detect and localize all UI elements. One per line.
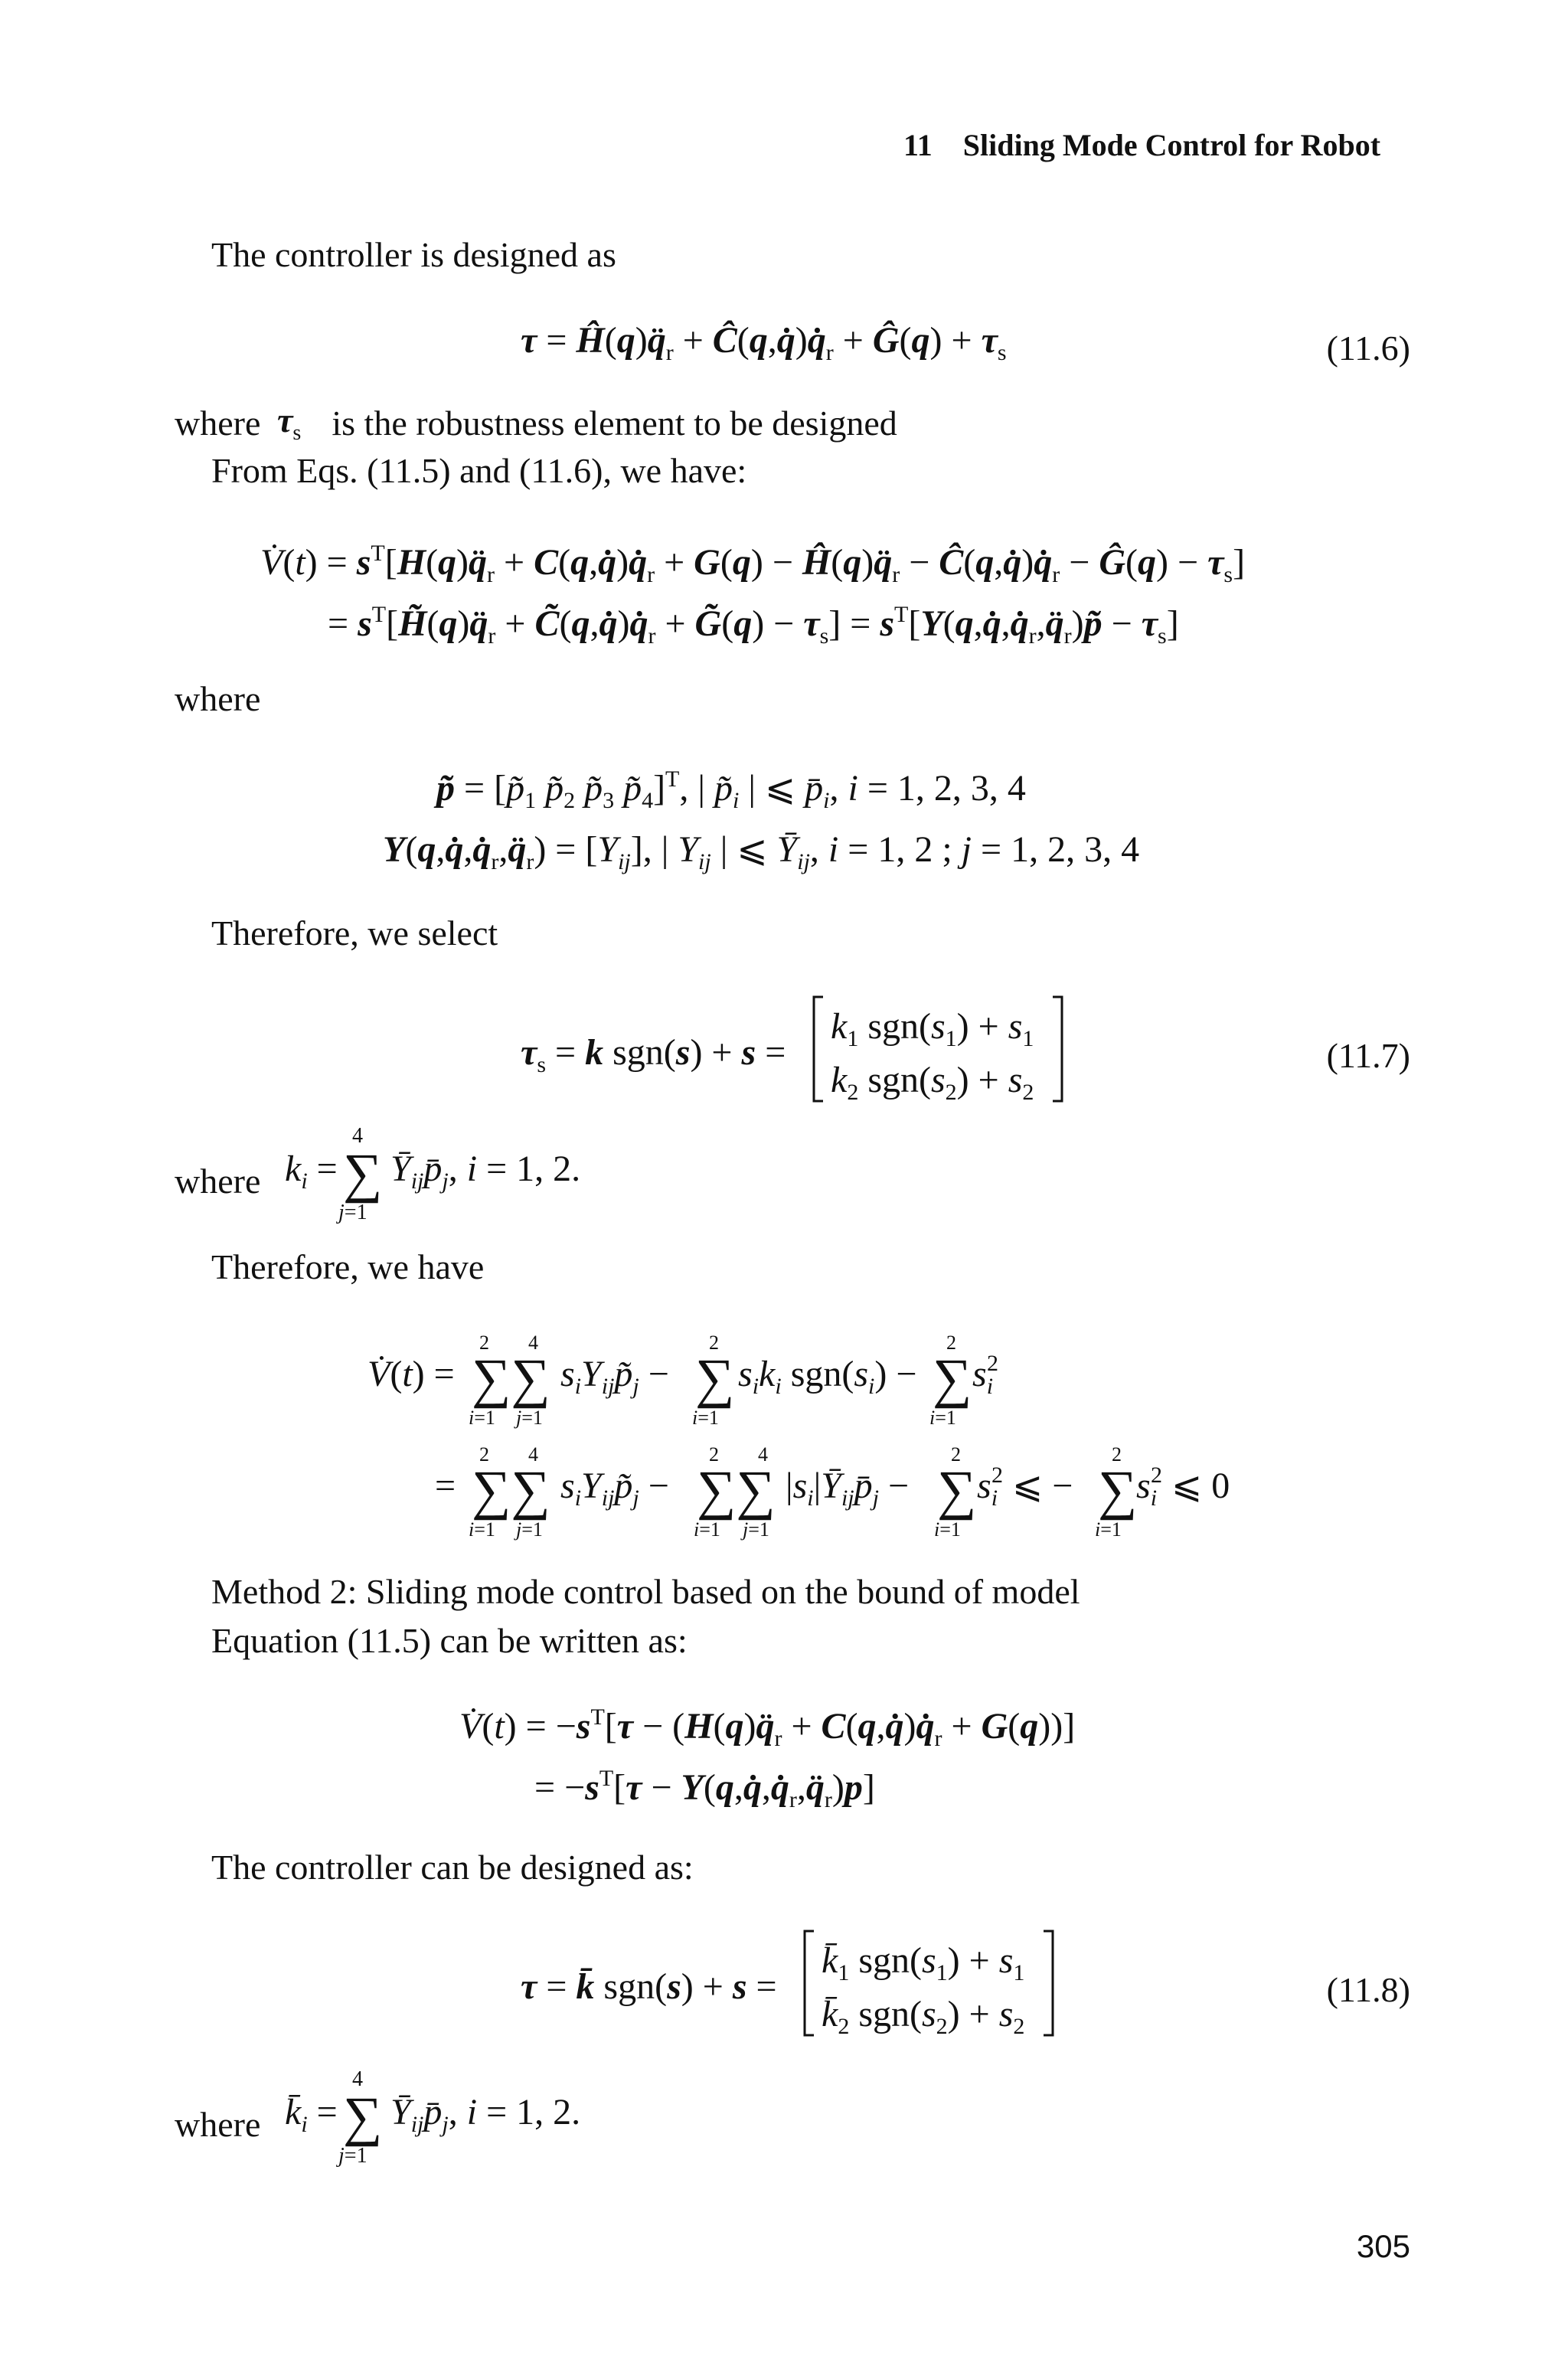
svg-text:|si|Ȳijp̄j −: $|s_i|Ȳ_{ij}p̄_j$ − [786, 1466, 910, 1511]
paragraph-where-ki: where [175, 1162, 261, 1201]
equation-11-8 [521, 1922, 1102, 2052]
svg-text:2: 2 [479, 1443, 489, 1466]
svg-text:k1 sgn(s1) + s1: $k_1$ $sgn(s_1) + s_1$ [831, 1006, 1034, 1051]
svg-text:siki sgn(si) −: $s_ik_i$ $sgn(s_i)$ − [738, 1354, 917, 1399]
paragraph-method-2: Method 2: Sliding mode control based on the bound of model [211, 1572, 1080, 1611]
svg-text:i=1: i=1 [692, 1407, 719, 1429]
running-header [903, 127, 1380, 163]
svg-text:j=1: j=1 [338, 1201, 368, 1224]
equation-number-11-7: (11.7) [1326, 1036, 1410, 1075]
svg-text:p̃ = [p̃1 p̃2 p̃3 p̃4]T,: p̃ = [$p̃_1$ $p̃_2$ $p̃_3$ $p̃_4]^T$, | $p̃_i$ | ⩽ $p̄_i$, i = 1, 2, 3, 4 [436, 766, 1026, 813]
svg-text:2: 2 [946, 1332, 956, 1354]
svg-text:= sT[H̃(q)q̈r + C̃(q,q̇)q̇r +: = $s^T[H̃(q)q̈_r$ + $C̃(q,q̇)q̇_r$ + G̃(q) − $\tau_s$] = $s^T[Y(q,q̇,q̇_r,q̈_r)p̃ - \tau_s]$ [328, 602, 1179, 649]
svg-text:i=1: i=1 [469, 1407, 495, 1429]
equation-vdot-inequality [368, 1317, 1256, 1547]
svg-text:τ = k̄ sgn(s) + s =: τ = k̄ sgn(s) + s = [521, 1966, 777, 2007]
svg-text:k̄1 sgn(s1) + s1: $k̄_1$ $sgn(s_1) + s_1$ [822, 1940, 1025, 1985]
svg-text:∑: ∑ [695, 1348, 735, 1409]
svg-text:2: 2 [951, 1443, 961, 1466]
equation-11-6 [521, 306, 1102, 375]
svg-text:k2 sgn(s2) + s2: $k_2$ $sgn(s_2) + s_2$ [831, 1060, 1034, 1105]
svg-text:j=1: j=1 [516, 1407, 543, 1429]
svg-text:V̇(t) = sT[H(q)q̈r + C(q,q̇)q̇: V̇(t) = $s^T[H(q)q̈_r$ + $C(q,q̇)q̇_r + G(q)$ − $Ĥ(q)q̈_r$ − $Ĉ(q,q̇)q̇_r$ − Ĝ(q) − $\tau_s$] [260, 541, 1246, 587]
svg-text:j=1: j=1 [743, 1518, 769, 1541]
paragraph-controller-can-be: The controller can be designed as: [211, 1848, 694, 1887]
svg-text:Y(q,q̇,q̇r,q̈r) = [Yij], | Yi: $Y(q,q̇,q̇_r,q̈_r) = [Y_{ij}]$, | $Y_{ij}$ | ⩽ $Ȳ_{ij}$, i = 1, 2 ; j = 1, 2, 3, 4 [383, 829, 1140, 874]
svg-text:2: 2 [709, 1332, 719, 1354]
svg-text:= −sT[τ − Y(q,q̇,q̇r,q̈r)p]: = $-s^T[\tau$ − $Y(q,q̇,q̇_r,q̈_r)p$] [534, 1766, 875, 1812]
robustness-text: is the robustness element to be designed [332, 404, 897, 443]
svg-text:∑: ∑ [343, 1142, 383, 1204]
svg-text:2: 2 [709, 1443, 719, 1466]
equation-ki-definition [276, 1126, 628, 1240]
svg-text:si2 ⩽ −: $s_i2$ ⩽ − [977, 1462, 1073, 1511]
svg-text:V̇(t) = −sT[τ − (H(q)q̈r + C(q: V̇(t) = $-s^T[\tau$ − ($H(q)q̈_r$ + $C(q,q̇)q̇_r + G(q)$)] [459, 1704, 1076, 1751]
page-number: 305 [1356, 2228, 1410, 2264]
svg-text:4: 4 [352, 2067, 363, 2091]
svg-text:i=1: i=1 [934, 1518, 961, 1541]
svg-text:∑: ∑ [933, 1348, 972, 1409]
equation-11-7 [521, 988, 1102, 1118]
svg-text:Ȳijp̄j, i = 1, 2.: $Ȳ_{ij}p̄_j$, i = 1, 2. [390, 1149, 581, 1194]
svg-text:siYijp̃j −: $s_iY_{ij}p̃_j$ − [560, 1354, 669, 1399]
chapter-number: 11 [903, 128, 933, 162]
equation-number-11-8: (11.8) [1326, 1970, 1410, 2009]
paragraph-therefore-have: Therefore, we have [211, 1247, 485, 1286]
svg-text:k̄2 sgn(s2) + s2: $k̄_2$ $sgn(s_2) + s_2$ [822, 1994, 1025, 2039]
svg-text:Ȳijp̄j, i = 1, 2.: $Ȳ_{ij}p̄_j$, i = 1, 2. [390, 2092, 581, 2137]
paragraph-controller-designed: The controller is designed as [211, 235, 616, 274]
equation-number-11-6: (11.6) [1326, 328, 1410, 368]
equation-vdot-expansion [260, 528, 1348, 666]
equation-kbar-definition [276, 2069, 628, 2184]
svg-text:4: 4 [528, 1332, 538, 1354]
svg-text:2: 2 [1112, 1443, 1122, 1466]
svg-text:j=1: j=1 [516, 1518, 543, 1541]
svg-text:4: 4 [528, 1443, 538, 1466]
svg-text:si2 ⩽ 0: $s_i2$ ⩽ 0 [1136, 1462, 1230, 1511]
equation-parameter-definitions [383, 754, 1302, 884]
where-label: where [175, 404, 261, 443]
chapter-title: Sliding Mode Control for Robot [962, 128, 1381, 162]
svg-text:τs: $\tau_s$ [276, 404, 302, 443]
equation-vdot-method2 [459, 1692, 1225, 1822]
svg-text:4: 4 [758, 1443, 768, 1466]
paragraph-where-2: where [175, 679, 261, 718]
svg-text:∑∑: ∑∑ [472, 1459, 550, 1521]
svg-text:τ = Ĥ(q)q̈r + Ĉ(q,q̇)q̇r + Ĝ(q: $\tau = Ĥ(q)q̈_r$ + $Ĉ(q,q̇)q̇_r$ + Ĝ(q) + $\tau_s$ [521, 320, 1007, 365]
paragraph-where-tau-s [175, 404, 897, 443]
tau-s-symbol [270, 404, 323, 443]
svg-text:j=1: j=1 [338, 2144, 368, 2168]
svg-text:i=1: i=1 [694, 1518, 720, 1541]
svg-text:i=1: i=1 [1095, 1518, 1122, 1541]
svg-text:∑: ∑ [937, 1459, 977, 1521]
paragraph-from-eqs: From Eqs. (11.5) and (11.6), we have: [211, 451, 747, 490]
svg-text:4: 4 [352, 1124, 363, 1148]
svg-text:∑∑: ∑∑ [472, 1348, 550, 1409]
svg-text:=: = [435, 1466, 456, 1506]
svg-text:∑: ∑ [1098, 1459, 1138, 1521]
svg-text:siYijp̃j −: $s_iY_{ij}p̃_j$ − [560, 1466, 669, 1511]
svg-text:i=1: i=1 [469, 1518, 495, 1541]
paragraph-equation-rewritten: Equation (11.5) can be written as: [211, 1621, 688, 1660]
paragraph-therefore-select: Therefore, we select [211, 913, 498, 953]
svg-text:∑∑: ∑∑ [697, 1459, 776, 1521]
svg-text:V̇(t) =: V̇(t) = [368, 1354, 455, 1394]
svg-text:si2: $s_i2$ [972, 1351, 999, 1399]
paragraph-where-kbar: where [175, 2105, 261, 2144]
svg-text:τs = k sgn(s) + s =: $\tau_s = k$ sgn(s) + s = [521, 1032, 786, 1077]
svg-text:2: 2 [479, 1332, 489, 1354]
svg-text:k̄i =: $k̄_i$ = [285, 2092, 338, 2137]
svg-text:i=1: i=1 [929, 1407, 956, 1429]
svg-text:∑: ∑ [343, 2086, 383, 2147]
svg-text:ki =: $k_i$ = [285, 1149, 338, 1194]
